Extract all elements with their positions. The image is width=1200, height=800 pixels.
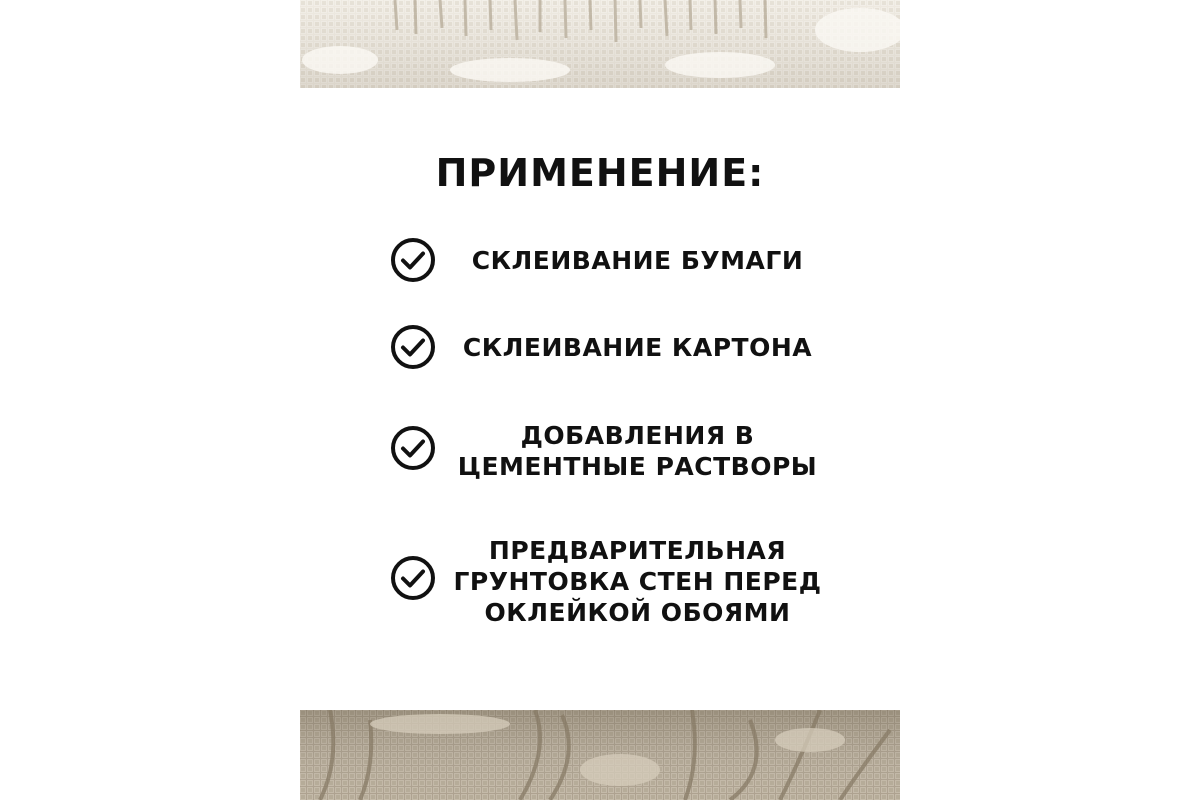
top-texture-image — [300, 0, 900, 88]
list-item — [300, 422, 900, 522]
list-item-label: СКЛЕИВАНИЕ КАРТОНА — [462, 333, 813, 362]
check-circle-icon — [389, 554, 437, 602]
page-title: ПРИМЕНЕНИЕ: — [435, 151, 765, 195]
list-item-label: ПРЕДВАРИТЕЛЬНАЯ ГРУНТОВКА СТЕН ПЕРЕД ОКЛЕЙКОЙ ОБОЯМИ — [453, 536, 822, 627]
list-item — [300, 322, 900, 422]
list-item-label: СКЛЕИВАНИЕ БУМАГИ — [471, 246, 804, 275]
content-panel — [300, 0, 900, 800]
bottom-texture-image — [300, 710, 900, 800]
list-item — [300, 235, 900, 335]
check-circle-icon — [389, 236, 437, 284]
check-circle-icon — [389, 323, 437, 371]
list-item — [300, 532, 900, 632]
check-circle-icon — [389, 424, 437, 472]
list-item-label: ДОБАВЛЕНИЯ В ЦЕМЕНТНЫЕ РАСТВОРЫ — [457, 421, 818, 481]
